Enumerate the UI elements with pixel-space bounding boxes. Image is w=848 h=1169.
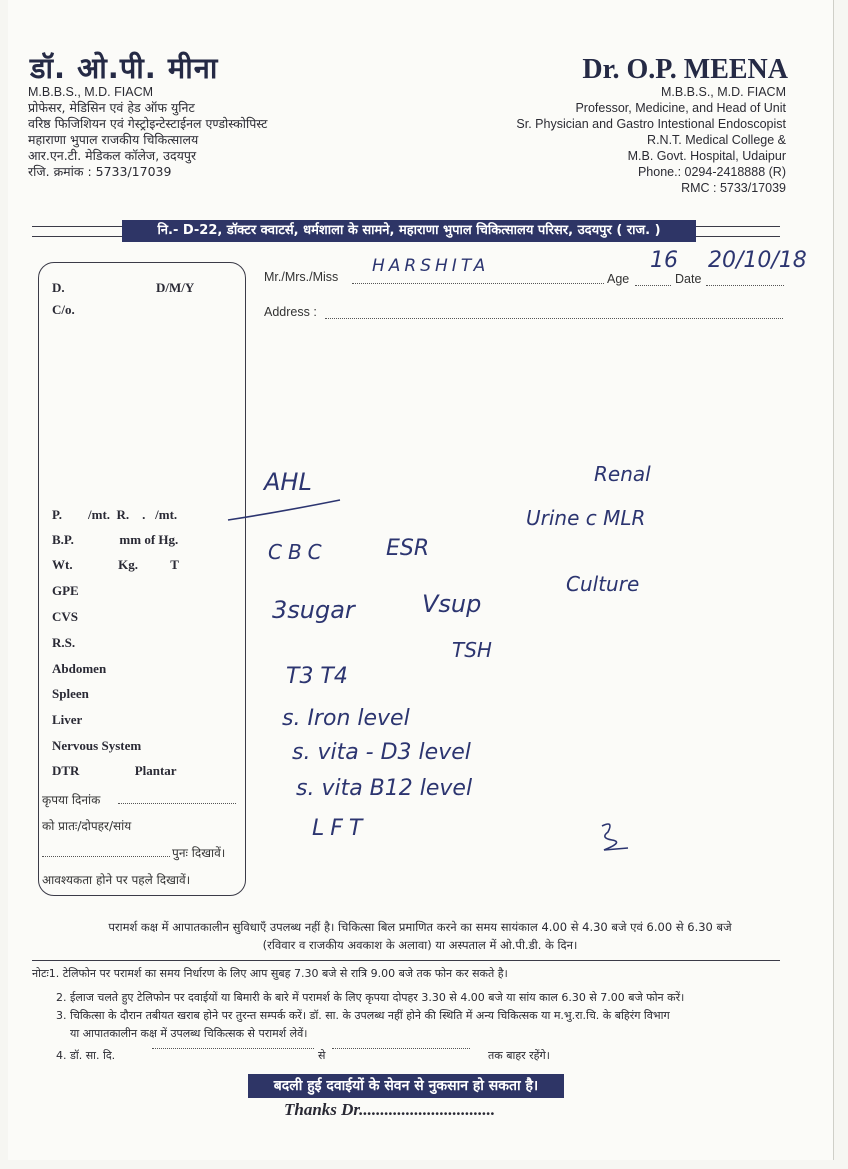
note-4-label: 4. डॉ. सा. दि. bbox=[56, 1049, 116, 1062]
english-line: Sr. Physician and Gastro Intestional Endoscopist bbox=[516, 117, 786, 131]
doctor-signature-icon bbox=[594, 818, 634, 858]
d-label: D. bbox=[52, 280, 65, 295]
english-line: RMC : 5733/17039 bbox=[681, 181, 786, 195]
consult-info-line1: परामर्श कक्ष में आपातकालीन सुविधाएँ उपलब्ध नहीं है। चिकित्सा बिल प्रमाणित करने का समय सायंकाल 4.00 से 4.30 बजे एवं 6.00 से 6.30 बजे bbox=[108, 920, 732, 934]
hw-note-urine: Urine c MLR bbox=[526, 506, 646, 530]
followup-date-line bbox=[118, 803, 236, 804]
exam-abdomen: Abdomen bbox=[52, 661, 107, 676]
note-2: 2. ईलाज चलते हुए टेलिफोन पर दवाईयों या बिमारी के बारे में परामर्श के लिए कृपया दोपहर 3.30 से 4.00 बजे या सांय काल 6.30 से 7.00 बजे फोन करें। bbox=[56, 991, 685, 1004]
english-line: R.N.T. Medical College & bbox=[647, 133, 786, 147]
note-4-to: तक बाहर रहेंगे। bbox=[488, 1049, 550, 1062]
english-line: Professor, Medicine, and Head of Unit bbox=[575, 101, 786, 115]
exam-liver: Liver bbox=[52, 712, 83, 727]
hindi-line: महाराणा भुपाल राजकीय चिकित्सालय bbox=[28, 132, 199, 147]
hw-note-sugar: 3sugar bbox=[272, 596, 355, 624]
hw-note-vitd: s. vita - D3 level bbox=[292, 740, 471, 765]
date-dotted-line bbox=[706, 285, 784, 286]
followup-early-label: आवश्यकता होने पर पहले दिखावें। bbox=[42, 873, 191, 887]
doctor-name-hindi: डॉ. ओ.पी. मीना bbox=[30, 51, 219, 85]
vital-bp: B.P. mm of Hg. bbox=[52, 532, 179, 547]
english-line: Phone.: 0294-2418888 (R) bbox=[637, 165, 786, 179]
exam-spleen: Spleen bbox=[52, 686, 89, 701]
hindi-line: M.B.B.S., M.D. FIACM bbox=[28, 85, 154, 99]
followup-return-line bbox=[42, 856, 170, 857]
age-dotted-line bbox=[635, 285, 671, 286]
followup-date-label: कृपया दिनांक bbox=[42, 793, 101, 807]
vital-pulse-resp: P. /mt. R. . /mt. bbox=[52, 507, 178, 522]
english-line: M.B.B.S., M.D. FIACM bbox=[660, 85, 786, 99]
name-dotted-line bbox=[352, 283, 604, 284]
english-credentials bbox=[516, 84, 786, 196]
hw-note-tsh: TSH bbox=[452, 638, 492, 662]
thanks-line: Thanks Dr................................ bbox=[284, 1100, 496, 1119]
dmy-label: D/M/Y bbox=[156, 280, 195, 295]
hw-note-culture: Culture bbox=[566, 572, 640, 596]
hindi-line: रजि. क्रमांक : 5733/17039 bbox=[28, 164, 172, 179]
hindi-credentials bbox=[28, 84, 267, 180]
hw-note-lft: LFT bbox=[312, 816, 369, 841]
footer-rule bbox=[32, 960, 780, 961]
date-label: Date bbox=[675, 272, 702, 286]
co-label: C/o. bbox=[52, 302, 75, 317]
english-line: M.B. Govt. Hospital, Udaipur bbox=[627, 149, 786, 163]
vital-weight-temp: Wt. Kg. T bbox=[52, 557, 179, 572]
hw-note-cbc: CBC bbox=[268, 540, 328, 564]
name-label: Mr./Mrs./Miss bbox=[264, 270, 339, 284]
patient-age-value[interactable]: 16 bbox=[650, 248, 678, 273]
hw-note-vsup: Vsup bbox=[422, 590, 482, 618]
patient-name-value[interactable]: HARSHITA bbox=[372, 256, 490, 276]
exam-nervous-system: Nervous System bbox=[52, 738, 142, 753]
hw-note-vitb12: s. vita B12 level bbox=[296, 776, 473, 801]
exam-cvs: CVS bbox=[52, 609, 79, 624]
hw-note-iron: s. Iron level bbox=[282, 706, 410, 731]
address-label: Address : bbox=[264, 305, 317, 319]
followup-time-label: को प्रातः/दोपहर/सांय bbox=[42, 819, 132, 833]
medicine-warning-bar: बदली हुई दवाईयों के सेवन से नुकसान हो सकता है। bbox=[248, 1074, 564, 1098]
exam-rs: R.S. bbox=[52, 635, 76, 650]
visit-date-value[interactable]: 20/10/18 bbox=[708, 248, 807, 273]
exam-dtr-plantar: DTR Plantar bbox=[52, 763, 177, 778]
followup-return-label: पुनः दिखावें। bbox=[172, 846, 226, 860]
note-4-from-line bbox=[152, 1048, 314, 1049]
note-4-from: से bbox=[318, 1049, 326, 1062]
hw-note-esr: ESR bbox=[386, 536, 430, 561]
hw-note-ahl: AHL bbox=[264, 468, 312, 496]
note-4-to-line bbox=[332, 1048, 470, 1049]
hw-note-renal: Renal bbox=[594, 462, 651, 486]
address-bar: नि.- D-22, डॉक्टर क्वाटर्स, धर्मशाला के सामने, महाराणा भुपाल चिकित्सालय परिसर, उदयपुर ( राज. ) bbox=[122, 220, 696, 242]
hindi-line: आर.एन.टी. मेडिकल कॉलेज, उदयपुर bbox=[28, 148, 197, 163]
consult-info-line2: (रविवार व राजकीय अवकाश के अलावा) या अस्पताल में ओ.पी.डी. के दिन। bbox=[262, 938, 578, 952]
note-1: नोटः1. टेलिफोन पर परामर्श का समय निर्धारण के लिए आप सुबह 7.30 बजे से रात्रि 9.00 बजे तक फोन कर सकते है। bbox=[32, 967, 508, 980]
note-3: 3. चिकित्सा के दौरान तबीयत खराब होने पर तुरन्त सम्पर्क करें। डॉ. सा. के उपलब्ध नहीं होने की स्थिति में अन्य चिकित्सक या म.भु.रा.चि. के बहिरंग विभाग bbox=[56, 1009, 670, 1022]
hindi-line: प्रोफेसर, मेडिसिन एवं हेड ऑफ युनिट bbox=[28, 100, 195, 115]
age-label: Age bbox=[607, 272, 630, 286]
address-dotted-line bbox=[325, 318, 783, 319]
hindi-line: वरिष्ठ फिजिशियन एवं गेस्ट्रोइन्टेस्टाईनल एण्डोस्कोपिस्ट bbox=[28, 116, 268, 131]
note-3-cont: या आपातकालीन कक्ष में उपलब्ध चिकित्सक से परामर्श लेवें। bbox=[70, 1027, 308, 1040]
exam-gpe: GPE bbox=[52, 583, 79, 598]
hw-note-t3t4: T3 T4 bbox=[286, 664, 348, 689]
doctor-name-english: Dr. O.P. MEENA bbox=[582, 54, 788, 85]
